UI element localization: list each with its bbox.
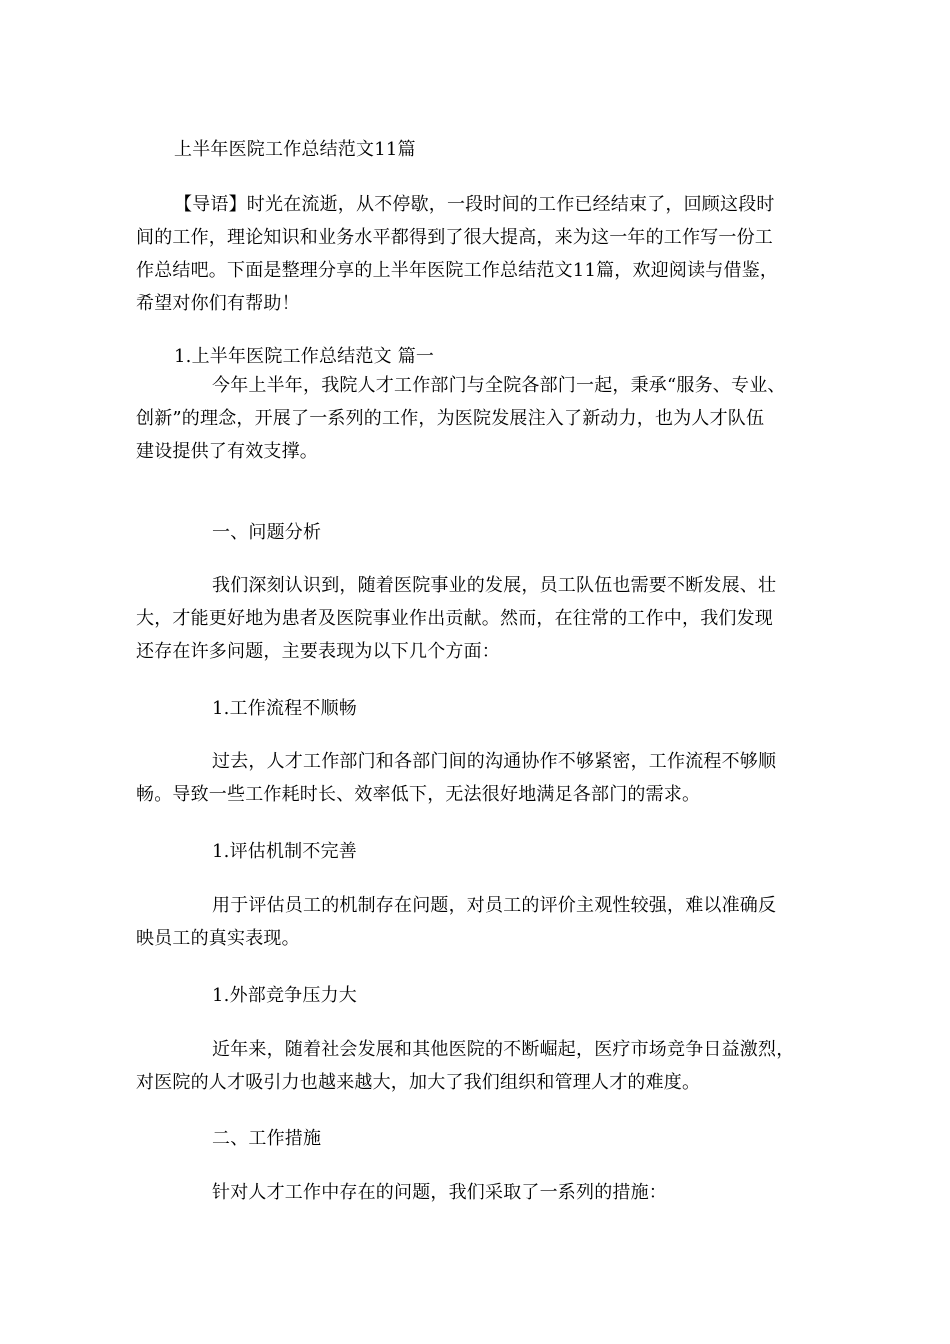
item1-body-line-1: 过去，人才工作部门和各部门间的沟通协作不够紧密，工作流程不够顺 [212,751,777,772]
item1-body-line-2: 畅。导致一些工作耗时长、效率低下，无法很好地满足各部门的需求。 [136,784,701,805]
part1-body-line-1: 我们深刻认识到，随着医院事业的发展，员工队伍也需要不断发展、壮 [212,575,777,596]
item3-body-line-2: 对医院的人才吸引力也越来越大，加大了我们组织和管理人才的难度。 [136,1072,701,1093]
document-title: 上半年医院工作总结范文11篇 [174,139,416,160]
section1-intro-line-2: 创新”的理念，开展了一系列的工作，为医院发展注入了新动力，也为人才队伍 [136,408,765,429]
item3-body-line-1: 近年来，随着社会发展和其他医院的不断崛起，医疗市场竞争日益激烈， [212,1039,795,1060]
part2-heading: 二、工作措施 [212,1128,322,1149]
section1-heading: 1.上半年医院工作总结范文 篇一 [174,346,435,367]
part1-body-line-2: 大，才能更好地为患者及医院事业作出贡献。然而，在往常的工作中，我们发现 [136,608,773,629]
item1-heading: 1.工作流程不顺畅 [212,698,357,719]
section1-intro-line-1: 今年上半年，我院人才工作部门与全院各部门一起，秉承“服务、专业、 [212,375,786,396]
section1-intro-line-3: 建设提供了有效支撑。 [136,441,318,462]
part1-heading: 一、问题分析 [212,522,322,543]
intro-line-1: 【导语】时光在流逝，从不停歇，一段时间的工作已经结束了，回顾这段时 [174,194,775,215]
part1-body-line-3: 还存在许多问题，主要表现为以下几个方面： [136,641,500,662]
item2-body-line-1: 用于评估员工的机制存在问题，对员工的评价主观性较强，难以准确反 [212,895,777,916]
item2-heading: 1.评估机制不完善 [212,841,357,862]
intro-line-2: 间的工作，理论知识和业务水平都得到了很大提高，来为这一年的工作写一份工 [136,227,773,248]
intro-line-4: 希望对你们有帮助！ [136,293,300,314]
item2-body-line-2: 映员工的真实表现。 [136,928,300,949]
item3-heading: 1.外部竞争压力大 [212,985,357,1006]
part2-body-line-1: 针对人才工作中存在的问题，我们采取了一系列的措施： [212,1182,667,1203]
intro-line-3: 作总结吧。下面是整理分享的上半年医院工作总结范文11篇，欢迎阅读与借鉴， [136,260,779,281]
